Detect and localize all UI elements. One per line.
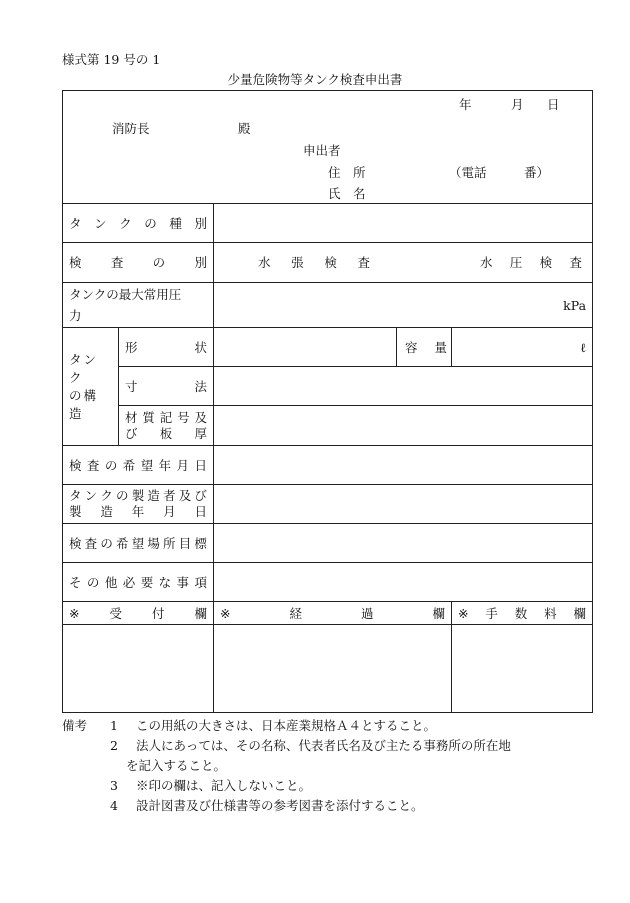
progress-header-text: ※ 経 過 欄: [220, 605, 445, 621]
kpa-unit: kPa: [563, 297, 587, 313]
note-number: 4: [110, 798, 118, 813]
note-number: 3: [110, 778, 118, 793]
material-line1: 材 質 記 号 及: [125, 409, 207, 425]
liter-unit: ℓ: [580, 339, 587, 355]
address-label: 住 所: [328, 165, 366, 180]
addressee-title: 消防長: [112, 121, 150, 136]
notes-label: 備考: [62, 718, 88, 733]
notes-section: [62, 716, 602, 816]
water-pressure-option[interactable]: 水 圧 検 査: [480, 255, 582, 270]
structure-label: [63, 328, 119, 446]
maker-line1: タ ン ク の 製 造 者 及 び: [69, 488, 207, 503]
tank-type-text: タ ン ク の 種 別: [69, 215, 207, 231]
year-label: 年: [459, 97, 472, 112]
fee-header: [452, 602, 593, 625]
inspection-type-text: 検 査 の 別: [69, 255, 207, 270]
applicant-label: 申出者: [303, 143, 341, 158]
desired-date-text: 検 査 の 希 望 年 月 日: [69, 457, 207, 473]
form-title: 少量危険物等タンク検査申出書: [227, 72, 403, 87]
max-pressure-label: [63, 283, 214, 328]
name-label: 氏 名: [328, 186, 366, 201]
maker-label: [63, 485, 214, 524]
shape-text: 形 状: [125, 339, 207, 355]
progress-box[interactable]: [214, 625, 452, 713]
application-form-table: [62, 90, 593, 713]
day-label: 日: [547, 97, 560, 112]
desired-date-field[interactable]: [214, 446, 593, 485]
other-field[interactable]: [214, 563, 593, 602]
maker-field[interactable]: [214, 485, 593, 524]
note-text: 法人にあっては、その名称、代表者氏名及び主たる事務所の所在地: [136, 738, 511, 753]
capacity-field[interactable]: [452, 328, 593, 367]
shape-label: [119, 328, 214, 367]
capacity-label: [397, 328, 452, 367]
phone-label: （電話 番）: [449, 165, 550, 180]
material-label: [119, 406, 214, 446]
progress-header: [214, 602, 452, 625]
shape-field[interactable]: [214, 328, 397, 367]
form-number: 様式第 19 号の 1: [62, 52, 161, 67]
water-fill-option[interactable]: 水 張 検 査: [258, 255, 370, 270]
inspection-type-field[interactable]: [214, 243, 593, 283]
material-field[interactable]: [214, 406, 593, 446]
max-pressure-line2: 力: [69, 308, 82, 323]
tank-type-label: [63, 204, 214, 243]
maker-line2: 製 造 年 月 日: [69, 504, 207, 519]
reception-header: [63, 602, 214, 625]
other-text: そ の 他 必 要 な 事 項: [69, 574, 207, 590]
material-line2: び 板 厚: [125, 425, 207, 441]
header-block: [63, 91, 593, 204]
desired-place-text: 検 査 の 希 望 場 所 目 標: [69, 535, 207, 551]
reception-header-text: ※ 受 付 欄: [69, 605, 207, 621]
desired-place-label: [63, 524, 214, 563]
note-number: 1: [110, 718, 118, 733]
dimension-text: 寸 法: [125, 378, 207, 394]
note-number: 2: [110, 738, 118, 753]
note-text: この用紙の大きさは、日本産業規格Ａ４とすること。: [136, 718, 437, 733]
tank-type-field[interactable]: [214, 204, 593, 243]
max-pressure-field[interactable]: [214, 283, 593, 328]
desired-date-label: [63, 446, 214, 485]
max-pressure-line1: タンクの最大常用圧: [69, 287, 182, 302]
fee-box[interactable]: [452, 625, 593, 713]
reception-box[interactable]: [63, 625, 214, 713]
inspection-type-label: [63, 243, 214, 283]
dimension-field[interactable]: [214, 367, 593, 406]
honorific: 殿: [238, 121, 251, 136]
dimension-label: [119, 367, 214, 406]
month-label: 月: [511, 97, 524, 112]
note-text: ※印の欄は、記入しないこと。: [136, 778, 312, 793]
note-continuation: を記入すること。: [126, 758, 227, 773]
structure-line1: タンク: [69, 351, 99, 385]
structure-line2: の構造: [69, 387, 99, 421]
fee-header-text: ※ 手 数 料 欄: [458, 605, 587, 621]
other-label: [63, 563, 214, 602]
desired-place-field[interactable]: [214, 524, 593, 563]
note-text: 設計図書及び仕様書等の参考図書を添付すること。: [136, 798, 424, 813]
capacity-text: 容 量: [405, 339, 447, 355]
